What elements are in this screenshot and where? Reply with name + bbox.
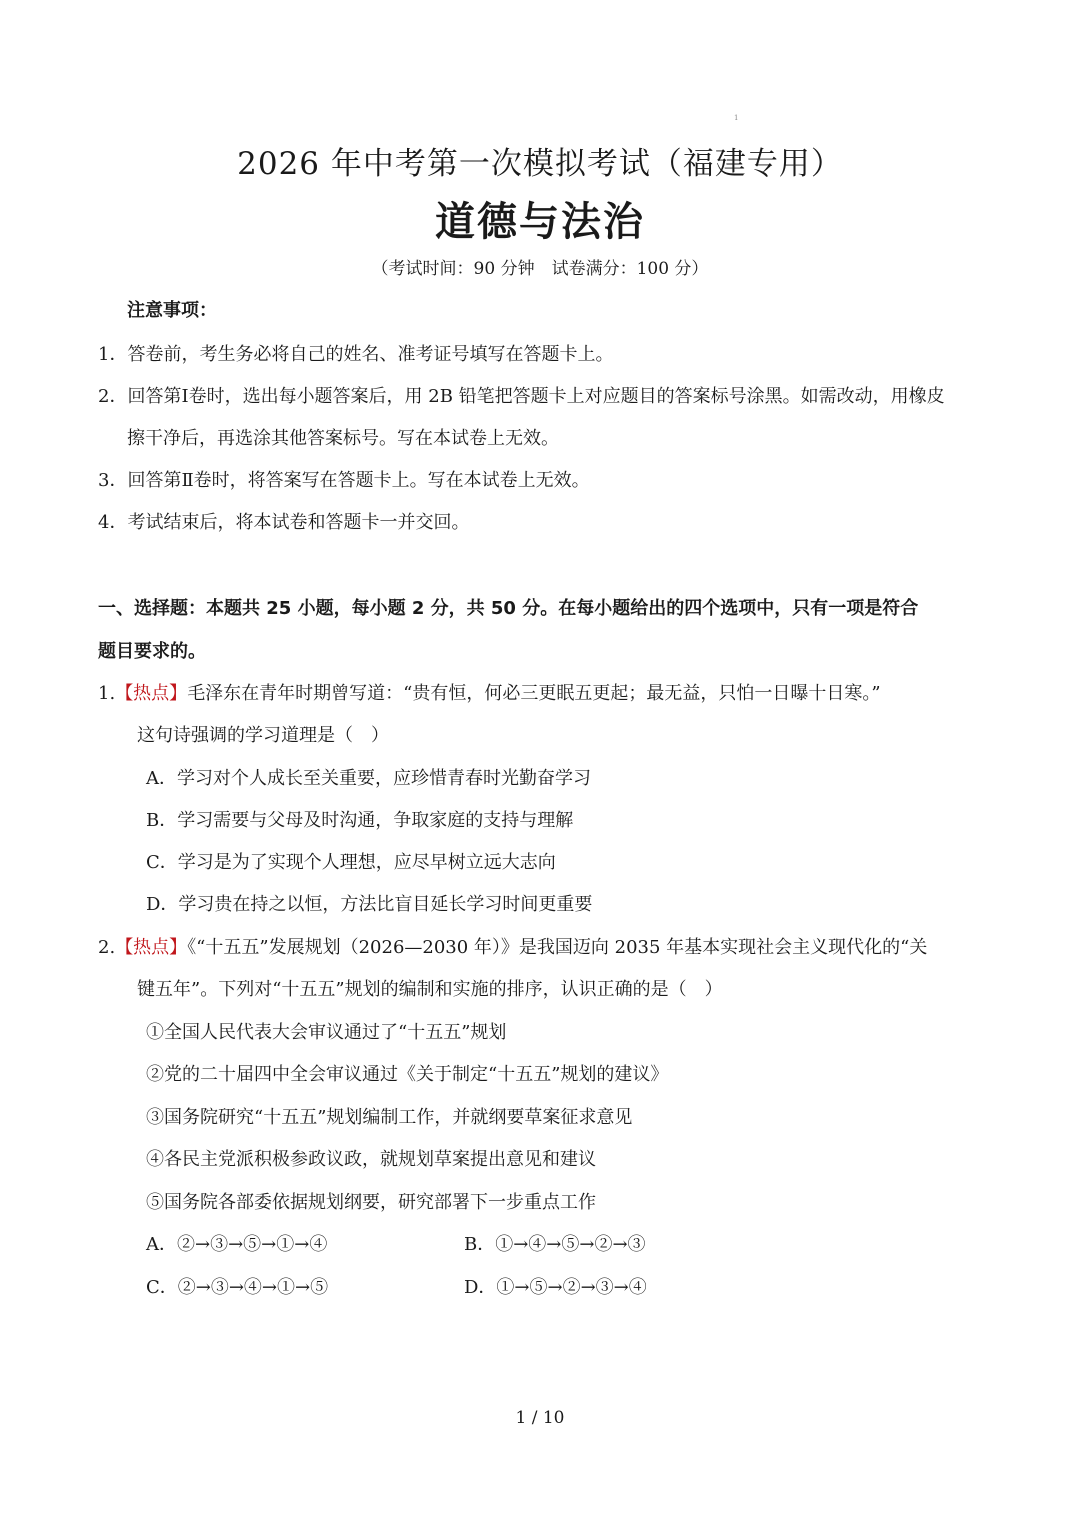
question-2-item: ⑤国务院各部委依据规划纲要，研究部署下一步重点工作 <box>146 1192 596 1213</box>
notice-item <box>98 508 469 534</box>
page-number: 1 / 10 <box>515 1408 565 1428</box>
notice-item <box>98 466 590 492</box>
question-number: 1. <box>98 683 116 704</box>
question-2-item: ③国务院研究“十五五”规划编制工作，并就纲要草案征求意见 <box>146 1107 633 1128</box>
notice-item <box>98 340 613 366</box>
notice-item-continuation: 擦干净后，再选涂其他答案标号。写在本试卷上无效。 <box>127 428 559 449</box>
notice-item-text: 回答第Ⅱ卷时，将答案写在答题卡上。写在本试卷上无效。 <box>127 470 590 491</box>
notice-item-number: 4． <box>98 512 128 533</box>
hot-tag: 【热点】 <box>115 683 188 704</box>
notice-heading: 注意事项： <box>127 300 217 321</box>
notice-item-text: 回答第Ⅰ卷时，选出每小题答案后，用 2B 铅笔把答题卡上对应题目的答案标号涂黑。如需改动，用橡皮 <box>127 386 945 407</box>
hot-tag: 【热点】 <box>115 937 188 958</box>
question-1-stem-continuation: 这句诗强调的学习道理是（ ） <box>137 725 389 746</box>
exam-title: 2026 年中考第一次模拟考试（福建专用） <box>237 146 843 182</box>
question-number: 2. <box>98 937 116 958</box>
question-2-option-c: C．②→③→④→①→⑤ <box>146 1277 329 1298</box>
question-1-option-b: B．学习需要与父母及时沟通，争取家庭的支持与理解 <box>146 810 574 831</box>
question-2-item: ④各民主党派积极参政议政，就规划草案提出意见和建议 <box>146 1149 596 1170</box>
question-2-option-a: A．②→③→⑤→①→④ <box>146 1234 328 1255</box>
notice-item-text: 考试结束后，将本试卷和答题卡一并交回。 <box>127 512 470 533</box>
question-2-option-b: B．①→④→⑤→②→③ <box>464 1234 646 1255</box>
question-text: 毛泽东在青年时期曾写道：“贵有恒，何必三更眠五更起；最无益，只怕一日曝十日寒。” <box>187 683 881 704</box>
notice-item-number: 1． <box>98 344 128 365</box>
question-1-option-a: A．学习对个人成长至关重要，应珍惜青春时光勤奋学习 <box>146 768 591 789</box>
question-2-option-d: D．①→⑤→②→③→④ <box>464 1277 647 1298</box>
question-2-item: ①全国人民代表大会审议通过了“十五五”规划 <box>146 1022 507 1043</box>
question-1-stem <box>98 679 881 705</box>
question-text: 《“十五五”发展规划（2026—2030 年）》是我国迈向 2035 年基本实现社会主义现代化的“关 <box>187 937 928 958</box>
notice-item-number: 3． <box>98 470 128 491</box>
notice-item-text: 答卷前，考生务必将自己的姓名、准考证号填写在答题卡上。 <box>127 344 614 365</box>
question-2-stem <box>98 933 927 959</box>
section-heading: 一、选择题：本题共 25 小题，每小题 2 分，共 50 分。在每小题给出的四个选项中，只有一项是符合 <box>98 598 919 619</box>
subject-title: 道德与法治 <box>435 198 645 245</box>
question-2-stem-continuation: 键五年”。下列对“十五五”规划的编制和实施的排序，认识正确的是（ ） <box>137 979 723 1000</box>
section-heading-continuation: 题目要求的。 <box>98 641 206 662</box>
question-2-item: ②党的二十届四中全会审议通过《关于制定“十五五”规划的建议》 <box>146 1064 669 1085</box>
notice-item <box>98 382 945 408</box>
page-mark: 1 <box>734 114 739 122</box>
exam-info: （考试时间：90 分钟 试卷满分：100 分） <box>371 259 709 279</box>
notice-item-number: 2． <box>98 386 128 407</box>
question-1-option-c: C．学习是为了实现个人理想，应尽早树立远大志向 <box>146 852 556 873</box>
question-1-option-d: D．学习贵在持之以恒，方法比盲目延长学习时间更重要 <box>146 894 593 915</box>
